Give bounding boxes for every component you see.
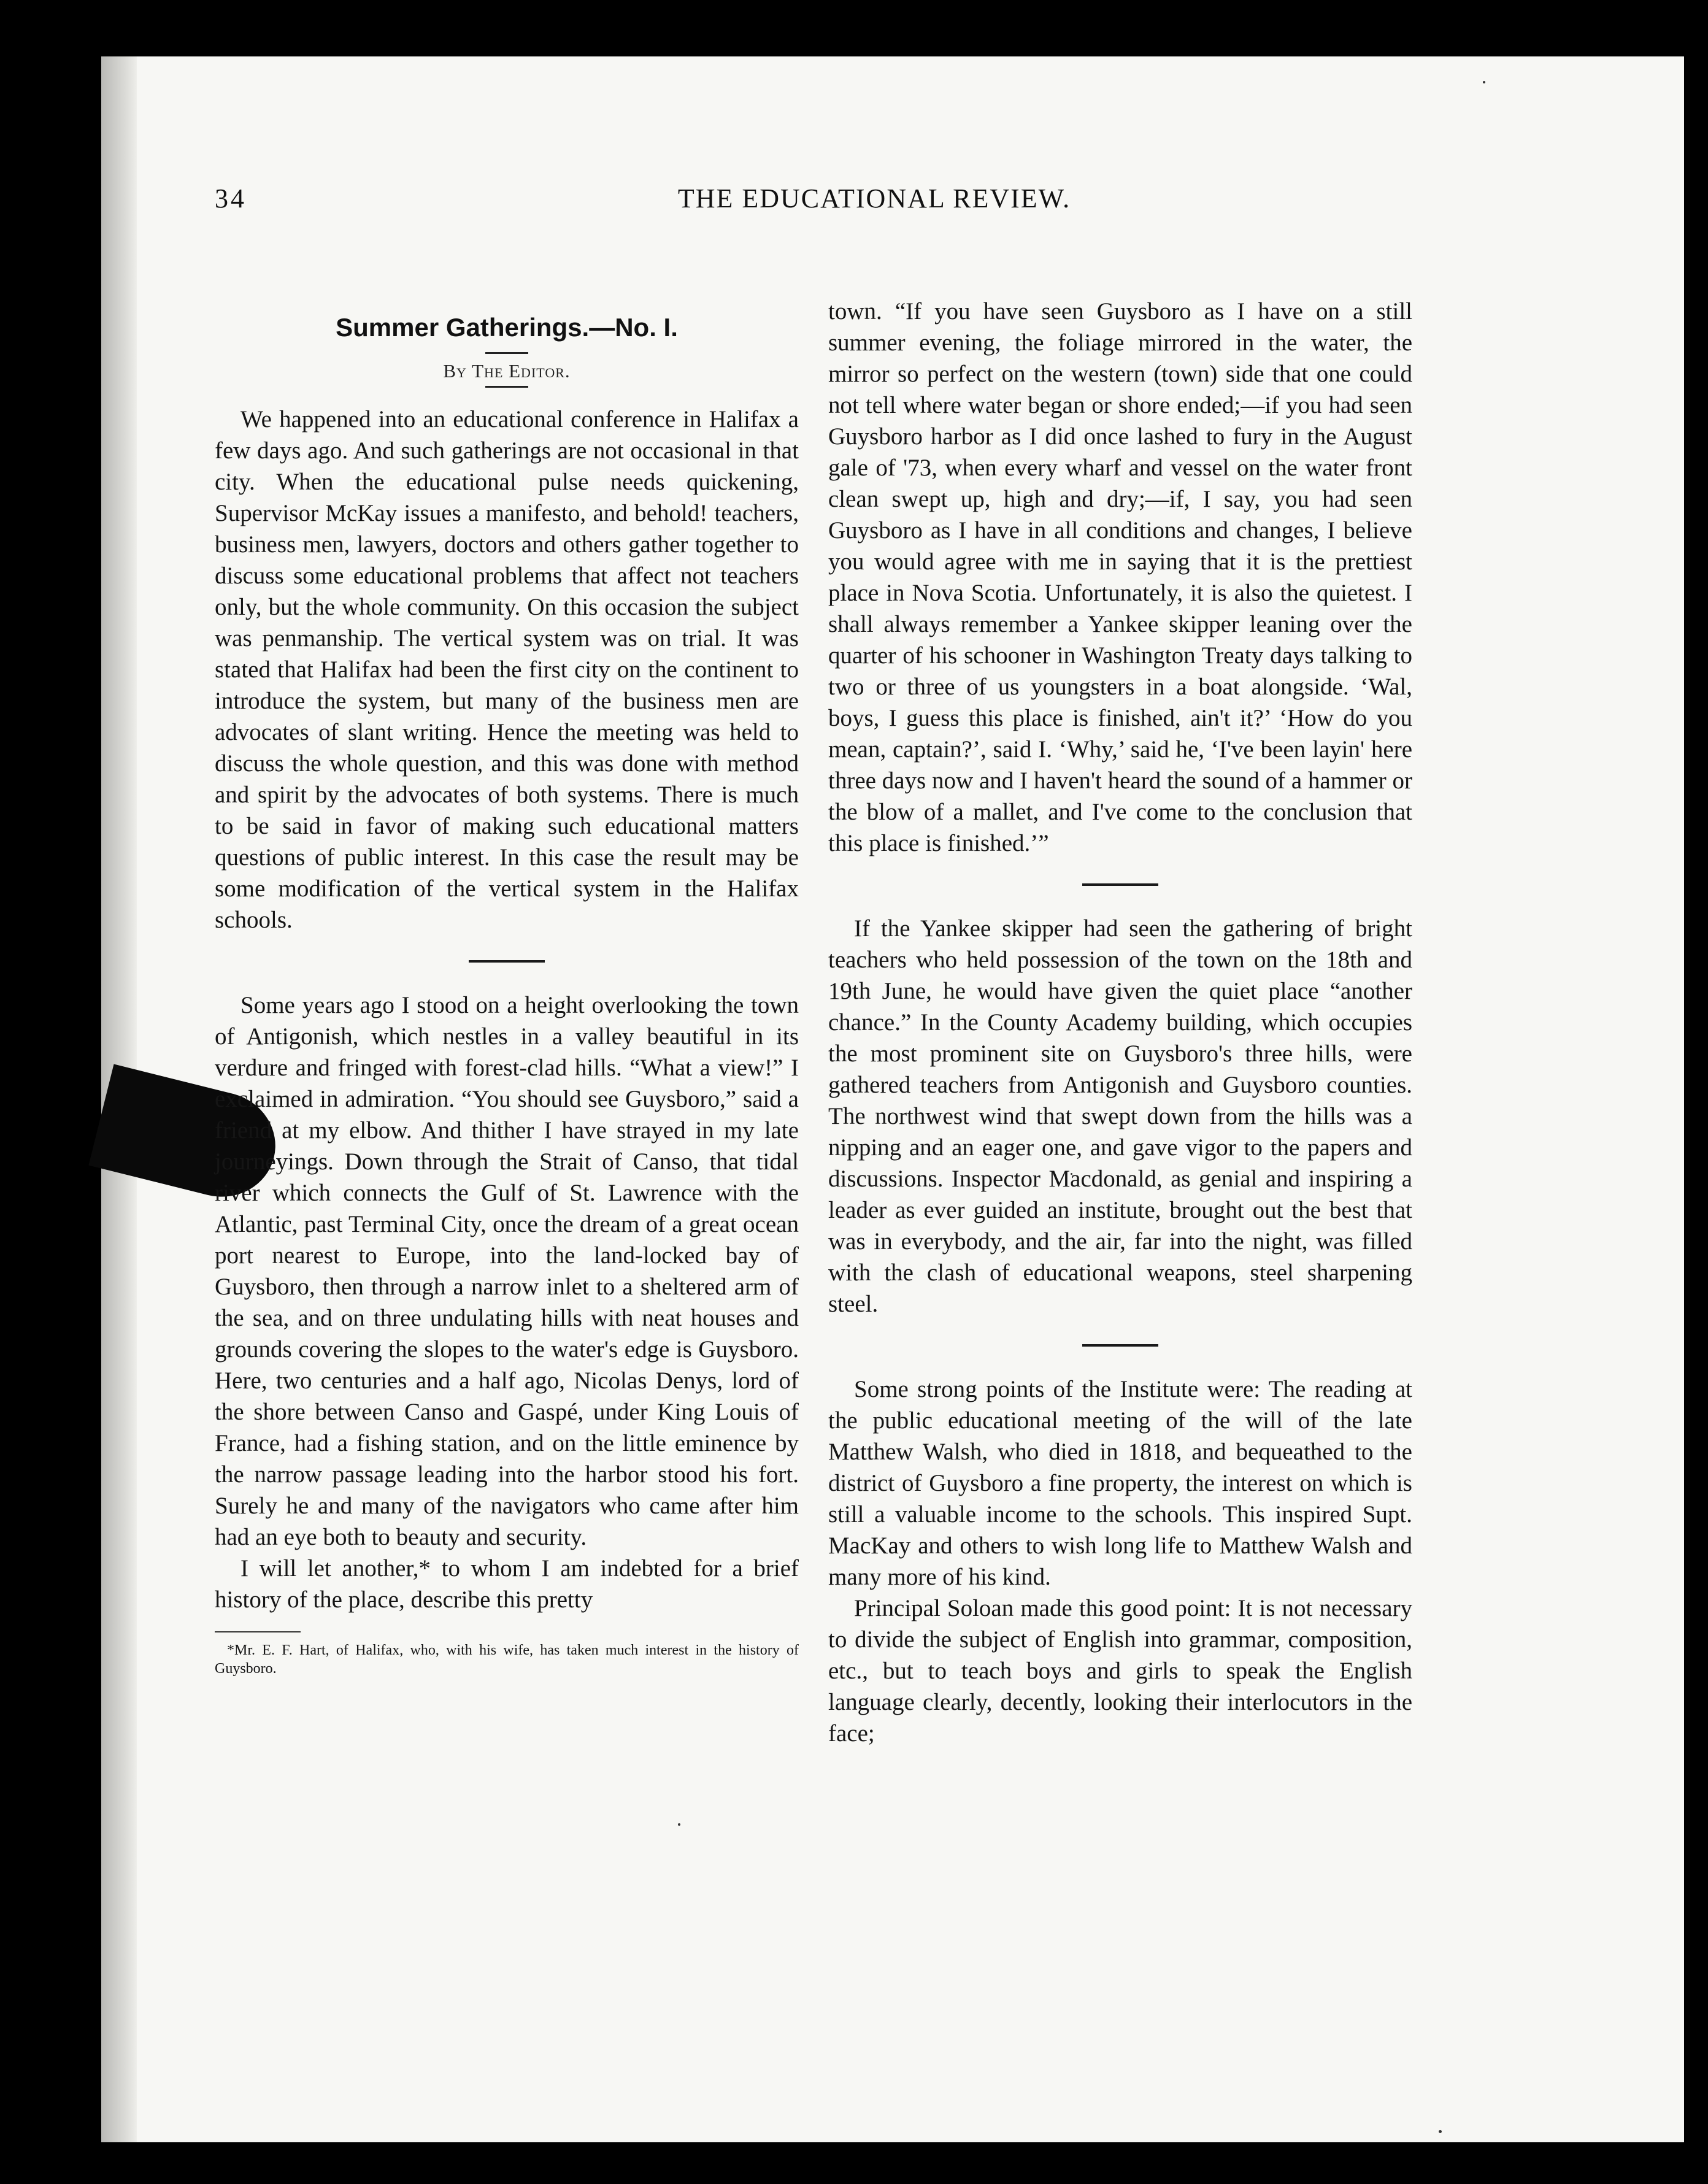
page-header [215, 183, 1534, 232]
paragraph-institute-points: Some strong points of the Institute were: The reading at the public educational meeting of the will of the late Matthew Walsh, who died in 1818, and bequeathed to the district of Guysboro a fine property, the interest on which is still a valuable income to the schools. This inspired Supt. MacKay and others to wish long life to Matthew Walsh and many more of his kind. [828, 1376, 1412, 1590]
paragraph-quotation: town. “If you have seen Guysboro as I have on a still summer evening, the foliage mirrored in the water, the mirror so perfect on the western (town) side that one could not tell where water began or shore ended;—if you had seen Guysboro harbor as I did once lashed to fury in the August gale of '73, when every wharf and vessel on the water front clean swept up, high and dry;—if, I say, you had seen Guysboro as I have in all conditions and changes, I believe you would agree with me in saying that it is the prettiest place in Nova Scotia. Unfortunately, it is also the quietest. I shall always remember a Yankee skipper leaning over the quarter of his schooner in Washington Treaty days talking to two or three of us youngsters in a boat alongside. ‘Wal, boys, I guess this place is finished, ain't it?’ ‘How do you mean, captain?’, said I. ‘Why,’ said he, ‘I've been layin' here three days now and I haven't heard the sound of a hammer or the blow of a mallet, and I've come to the conclusion that this place is finished.’” [828, 298, 1412, 856]
paragraph-antigonish-guysboro: Some years ago I stood on a height overlooking the town of Antigonish, which nestles in a valley beautiful in its verdure and fringed with forest-clad hills. “What a view!” I exclaimed in admiration. “You should see Guysboro,” said a friend at my elbow. And thither I have strayed in my late journeyings. Down through the Strait of Canso, that tidal river which connects the Gulf of St. Lawrence with the Atlantic, past Terminal City, once the dream of a great ocean port nearest to Europe, into the land-locked bay of Guysboro, then through a narrow inlet to a sheltered arm of the sea, and on three undulating hills with neat houses and grounds covering the slopes to the water's edge is Guysboro. Here, two centuries and a half ago, Nicolas Denys, lord of the shore between Canso and Gaspé, under King Louis of France, had a fishing station, and on the little eminence by the narrow passage leading into the harbor stood his fort. Surely he and many of the navigators who came after him had an eye both to beauty and security. [215, 992, 799, 1550]
article-title: Summer Gatherings.—No. I. [336, 313, 678, 342]
title-rule [485, 352, 528, 354]
running-head: THE EDUCATIONAL REVIEW. [677, 183, 1071, 213]
section-divider [1082, 883, 1158, 886]
paragraph-principal-soloan: Principal Soloan made this good point: It is not necessary to divide the subject of English into grammar, composition, etc., but to teach boys and girls to speak the English language clearly, decently, looking their interlocutors in the face; [828, 1595, 1412, 1747]
left-column [215, 294, 799, 1678]
paragraph-history-intro: I will let another,* to whom I am indebted for a brief history of the place, describe this pretty [215, 1555, 799, 1613]
section-divider [469, 960, 545, 963]
right-column [828, 296, 1412, 1749]
footnote-rule [215, 1631, 301, 1632]
paragraph-halifax-conference: We happened into an educational conference in Halifax a few days ago. And such gatherings are not occasional in that city. When the educational pulse needs quickening, Supervisor McKay issues a manifesto, and behold! teachers, business men, lawyers, doctors and others gather together to discuss some educational problems that affect not teachers only, but the whole community. On this occasion the subject was penmanship. The vertical system was on trial. It was stated that Halifax had been the first city on the continent to introduce the system, but many of the business men are advocates of slant writing. Hence the meeting was held to discuss the whole question, and this was done with method and spirit by the advocates of both systems. There is much to be said in favor of making such educational matters questions of public interest. In this case the result may be some modification of the vertical system in the Halifax schools. [215, 406, 799, 933]
paragraph-teachers-gathering: If the Yankee skipper had seen the gathering of bright teachers who held possession of the town on the 18th and 19th June, he would have given the quiet place “another chance.” In the County Academy building, which occupies the most prominent site on Guysboro's three hills, were gathered teachers from Antigonish and Guysboro counties. The northwest wind that swept down from the hills was a nipping and an eager one, and gave vigor to the papers and discussions. Inspector Macdonald, as genial and inspiring a leader as ever guided an institute, brought out the best that was in everybody, and the air, far into the night, was filled with the clash of educational weapons, steel sharpening steel. [828, 915, 1412, 1317]
footnote: *Mr. E. F. Hart, of Halifax, who, with his wife, has taken much interest in the history of Guysboro. [215, 1642, 799, 1677]
page-number: 34 [215, 183, 247, 213]
byline: By The Editor. [443, 360, 571, 382]
byline-rule [485, 386, 528, 388]
section-divider [1082, 1344, 1158, 1347]
